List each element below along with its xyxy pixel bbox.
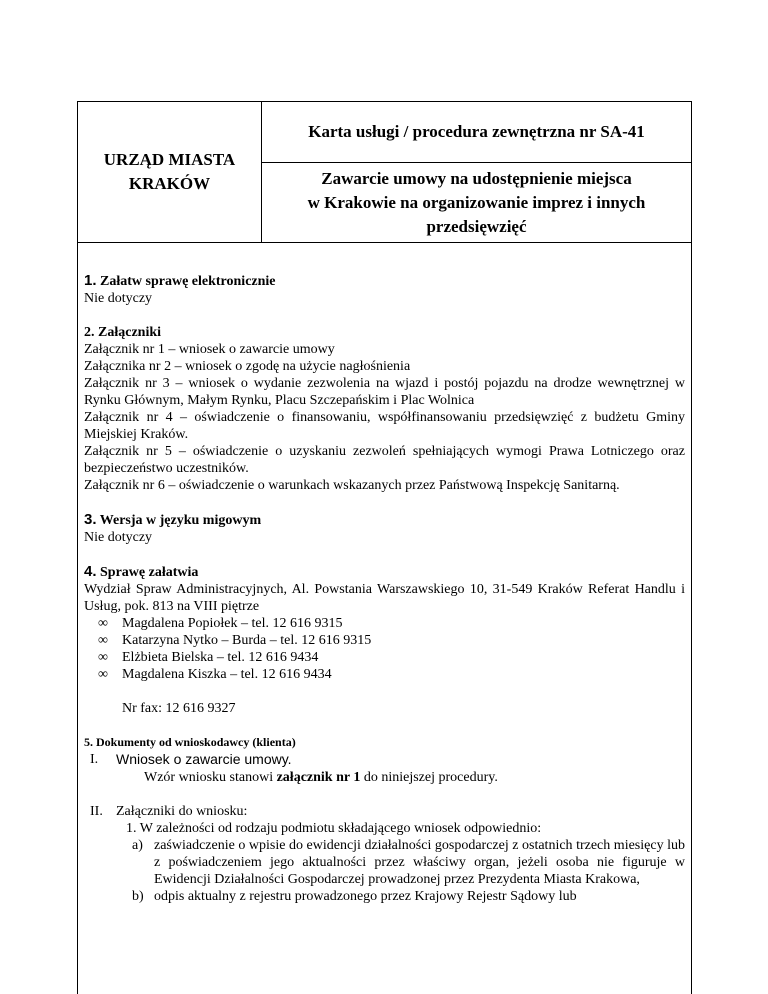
card-header	[78, 102, 691, 243]
doc-item-2-sub-1: 1. W zależności od rodzaju podmiotu składającego wniosek odpowiednio:	[126, 821, 542, 836]
card-subject	[262, 163, 691, 242]
doc-item-2-a: a) zaświadczenie o wpisie do ewidencji działalności gospodarczej z ostatnich trzech miesięcy lub z poświadczeniem jego aktualności przez właściwy organ, jeżeli osoba nie figuruje w Ewidencji Działalności Gospodarczej prowadzonej przez Prezydenta Miasta Krakowa,	[132, 838, 685, 887]
section-4-title: 4. Sprawę załatwia	[84, 563, 199, 580]
office-name	[78, 102, 262, 242]
contact-list	[84, 615, 685, 683]
section-2-title: 2. Załączniki	[84, 325, 162, 340]
attachment-item: Załącznik nr 3 – wniosek o wydanie zezwolenia na wjazd i postój pojazdu na drodze wewnętrznej w Rynku Głównym, Małym Rynku, Placu Szczepańskim i Plac Wolnica	[84, 376, 685, 408]
section-4-text: Wydział Spraw Administracyjnych, Al. Powstania Warszawskiego 10, 31-549 Kraków Referat Handlu i Usług, pok. 813 na VIII piętrze	[84, 582, 685, 614]
doc-item-1: I. Wniosek o zawarcie umowy.	[90, 751, 292, 767]
doc-item-2-b: b) odpis aktualny z rejestru prowadzonego przez Krajowy Rejestr Sądowy lub	[132, 889, 577, 904]
attachment-item: Załącznik nr 4 – oświadczenie o finansowaniu, współfinansowaniu przedsięwzięć z budżetu Gminy Miejskiej Kraków.	[84, 410, 685, 442]
section-1-text: Nie dotyczy	[84, 291, 153, 306]
bullet-icon: ∞	[98, 667, 108, 682]
bullet-icon: ∞	[98, 633, 108, 648]
attachment-item: Załącznika nr 2 – wniosek o zgodę na użycie nagłośnienia	[84, 359, 411, 374]
subject-line-3: przedsięwzięć	[426, 216, 527, 236]
doc-item-2: II. Załączniki do wniosku:	[90, 804, 248, 819]
bullet-icon: ∞	[98, 616, 108, 631]
attachment-item: Załącznik nr 5 – oświadczenie o uzyskaniu zezwoleń spełniających wymogi Prawa Lotniczego oraz bezpieczeństwo uczestników.	[84, 444, 685, 476]
contact-item: ∞ Katarzyna Nytko – Burda – tel. 12 616 9315	[98, 633, 372, 648]
office-line-1: URZĄD MIASTA	[103, 150, 236, 169]
attachment-item: Załącznik nr 1 – wniosek o zawarcie umowy	[84, 342, 335, 357]
section-3-text: Nie dotyczy	[84, 530, 153, 545]
contact-item: ∞ Elżbieta Bielska – tel. 12 616 9434	[98, 650, 319, 665]
bullet-icon: ∞	[98, 650, 108, 665]
office-line-2: KRAKÓW	[128, 174, 211, 193]
contact-item: ∞ Magdalena Popiołek – tel. 12 616 9315	[98, 616, 343, 631]
subject-line-2: w Krakowie na organizowanie imprez i innych	[307, 192, 646, 212]
attachment-item: Załącznik nr 6 – oświadczenie o warunkach wskazanych przez Państwową Inspekcję Sanitarną.	[84, 478, 620, 493]
card-content	[84, 272, 685, 905]
fax-number: Nr fax: 12 616 9327	[122, 701, 236, 716]
contact-item: ∞ Magdalena Kiszka – tel. 12 616 9434	[98, 667, 332, 682]
card-title: Karta usługi / procedura zewnętrzna nr SA-41	[262, 102, 691, 163]
doc-item-1-note: Wzór wniosku stanowi załącznik nr 1 do niniejszej procedury.	[144, 770, 498, 785]
subject-line-1: Zawarcie umowy na udostępnienie miejsca	[321, 168, 632, 188]
section-5-title: 5. Dokumenty od wnioskodawcy (klienta)	[84, 735, 296, 749]
section-1-title: 1. Załatw sprawę elektronicznie	[84, 272, 276, 289]
section-3-title: 3. Wersja w języku migowym	[84, 511, 262, 528]
